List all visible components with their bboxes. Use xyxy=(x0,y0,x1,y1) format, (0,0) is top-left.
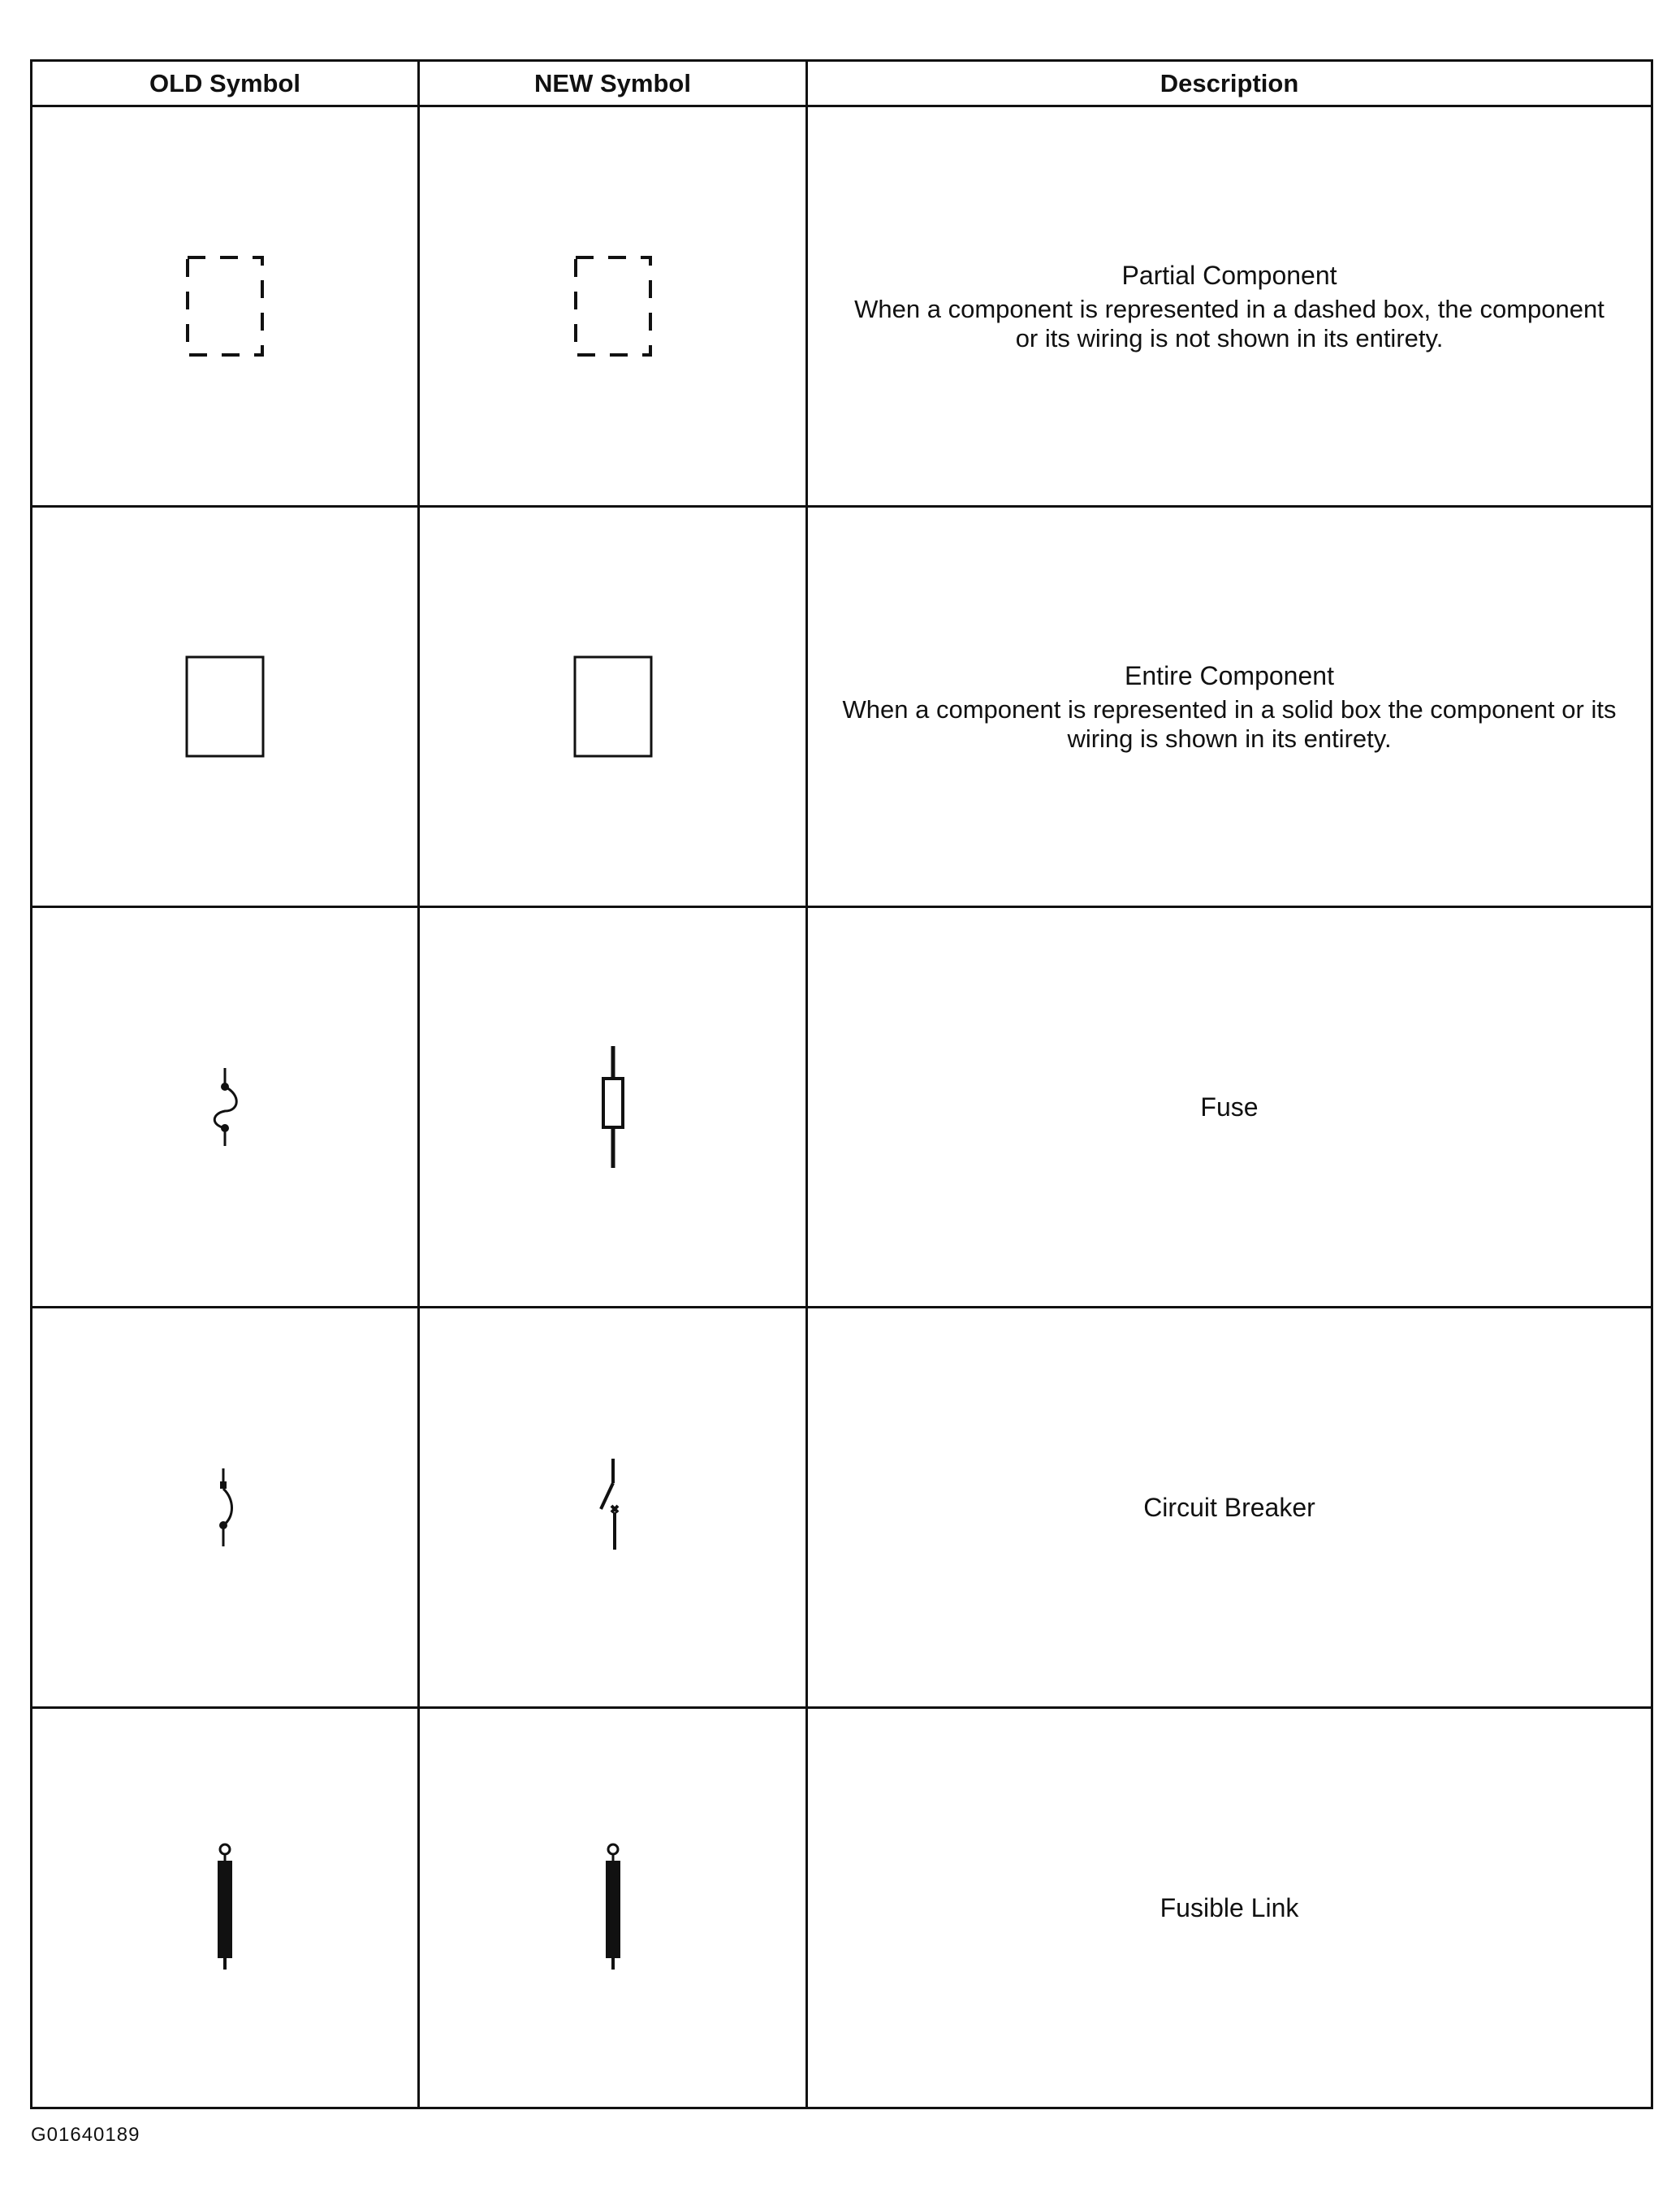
dashed-box-icon xyxy=(572,254,654,358)
new-fuse-icon xyxy=(597,1046,629,1168)
symbol-table xyxy=(30,59,1653,2109)
new-symbol-cell xyxy=(419,106,807,507)
description-cell xyxy=(807,106,1652,507)
description-cell xyxy=(807,1308,1652,1708)
header-description: Description xyxy=(807,61,1652,106)
description-cell xyxy=(807,507,1652,907)
old-symbol-cell xyxy=(32,907,419,1308)
description-body: When a component is represented in a solid box the component or its wiring is shown in its entirety. xyxy=(842,695,1617,753)
table-row xyxy=(32,1708,1652,2108)
description-title: Fusible Link xyxy=(1160,1892,1299,1922)
old-circuit-breaker-icon xyxy=(209,1467,241,1548)
description-cell xyxy=(807,1708,1652,2108)
table-row xyxy=(32,106,1652,507)
solid-box-icon xyxy=(572,655,654,759)
header-old-symbol: OLD Symbol xyxy=(32,61,419,106)
figure-id: G01640189 xyxy=(31,2124,140,2146)
solid-box-icon xyxy=(184,655,266,759)
old-fuse-icon xyxy=(209,1066,241,1148)
old-symbol-cell xyxy=(32,106,419,507)
new-circuit-breaker-icon xyxy=(597,1459,629,1556)
new-symbol-cell xyxy=(419,507,807,907)
description-title: Entire Component xyxy=(1125,661,1334,690)
description-body: When a component is represented in a dashed box, the component or its wiring is not shown in its entirety. xyxy=(854,295,1604,352)
old-symbol-cell xyxy=(32,1708,419,2108)
old-symbol-cell xyxy=(32,1308,419,1708)
header-new-symbol: NEW Symbol xyxy=(419,61,807,106)
table-row xyxy=(32,1308,1652,1708)
new-symbol-cell xyxy=(419,1708,807,2108)
description-title: Circuit Breaker xyxy=(1143,1492,1315,1522)
new-symbol-cell xyxy=(419,1308,807,1708)
description-title: Fuse xyxy=(1200,1092,1259,1122)
new-fusible-link-icon xyxy=(597,1843,629,1973)
old-symbol-cell xyxy=(32,507,419,907)
old-fusible-link-icon xyxy=(209,1843,241,1973)
header-row xyxy=(32,61,1652,106)
description-cell xyxy=(807,907,1652,1308)
dashed-box-icon xyxy=(184,254,266,358)
description-title: Partial Component xyxy=(1121,261,1337,290)
table-row xyxy=(32,907,1652,1308)
table-row xyxy=(32,507,1652,907)
new-symbol-cell xyxy=(419,907,807,1308)
